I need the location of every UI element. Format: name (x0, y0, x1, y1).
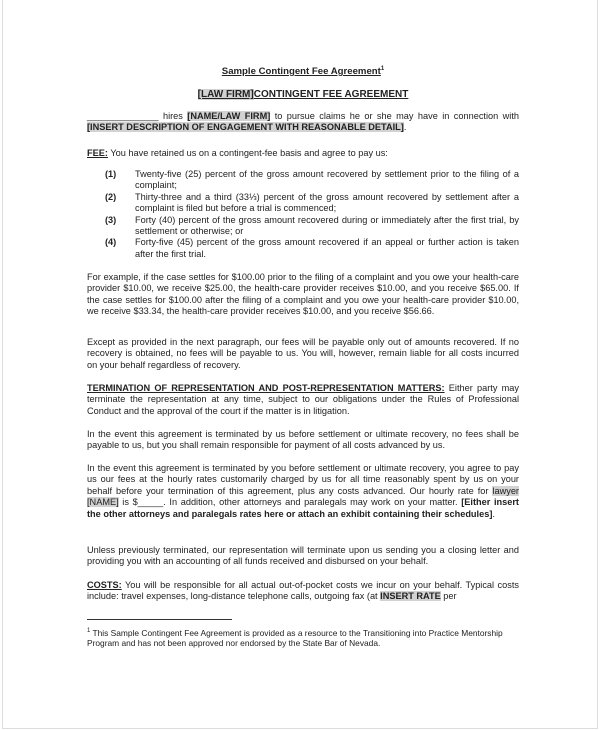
list-item: (4) Forty-five (45) percent of the gross amount recovered if an appeal or further action is taken after the first trial. (105, 237, 519, 259)
agreement-heading: [LAW FIRM]CONTINGENT FEE AGREEMENT (197, 89, 409, 100)
example-paragraph: For example, if the case settles for $100.00 prior to the filing of a complaint and you owe your health-care provider $10.00, we receive $25.00, the health-care provider receives $10.00, and you receive $65.00. If the case settles for $100.00 after the filing of a complaint and you owe your health-care provider $10.00, we receive $33.34, the health-care provider receives $10.00, and you receive $56.66. (87, 272, 519, 317)
fee-paragraph: FEE: You have retained us on a contingent-fee basis and agree to pay us: (87, 148, 388, 158)
except-paragraph: Except as provided in the next paragraph, our fees will be payable only out of amounts recovered. If no recovery is obtained, no fees will be payable to us. You will, however, remain liable for all costs incurred on your behalf regardless of recovery. (87, 337, 519, 370)
list-item: (3) Forty (40) percent of the gross amount recovered during or immediately after the first trial, by settlement or otherwise; or (105, 214, 519, 237)
intro-paragraph: ______________ hires [NAME/LAW FIRM] to pursue claims he or she may have in connection with [INSERT DESCRIPTION OF ENGAGEMENT WITH REASONABLE DETAIL]. (87, 111, 519, 133)
footnote: $^1$ This Sample Contingent Fee Agreement is provided as a resource to the Transitioning into Practice Mentorship Program and has not been approved nor endorsed by the State Bar of Nevada. (87, 627, 503, 648)
footnote-divider (87, 619, 232, 620)
closing-paragraph: Unless previously terminated, our representation will terminate upon us sending you a closing letter and providing you with an accounting of all funds received and disbursed on your behalf. (87, 545, 519, 567)
termination-by-us-paragraph: In the event this agreement is terminated by us before settlement or ultimate recovery, no fees shall be payable to us, but you shall remain responsible for payment of all costs advanced by us. (87, 429, 519, 451)
list-item: (1) Twenty-five (25) percent of the gross amount recovered by settlement prior to the filing of a complaint; (105, 169, 519, 191)
document-title: Sample Contingent Fee Agreement$^1$ (221, 66, 385, 78)
termination-paragraph: TERMINATION OF REPRESENTATION AND POST-REPRESENTATION MATTERS: Either party may terminate the representation at any time, subject to our obligations under the Rules of Professional Conduct and the approval of the court if the matter is in litigation. (87, 383, 519, 416)
costs-paragraph: COSTS: You will be responsible for all actual out-of-pocket costs we incur on your behalf. Typical costs include: travel expenses, long-distance telephone calls, outgoing fax (at INSERT RATE per (87, 580, 519, 602)
list-item: (2) Thirty-three and a third (33⅓) percent of the gross amount recovered by settlement after a complaint is filed but before a trial is commenced; (105, 191, 519, 214)
footnote-reference[interactable]: 1 (380, 66, 385, 72)
termination-by-you-paragraph: In the event this agreement is terminated by you before settlement or ultimate recovery, you agree to pay us our fees at the hourly rates customarily charged by us for all time reasonably spent by us on your behalf before your termination of this agreement, plus any costs advanced. Our hourly rate for lawyer [NAME] is $_____. In addition, other attorneys and paralegals may work on your matter. [Either insert the other attorneys and paralegals rates here or attach an exhibit containing their schedules]. (87, 463, 519, 519)
fee-list (87, 169, 519, 260)
document-page (2, 0, 598, 729)
